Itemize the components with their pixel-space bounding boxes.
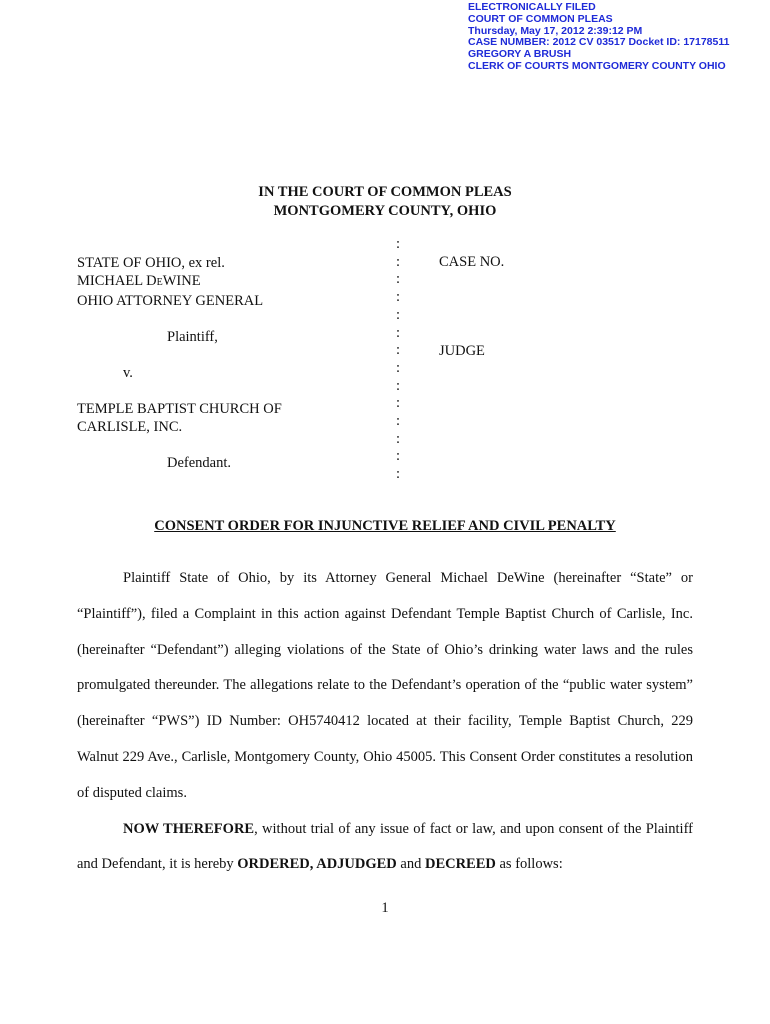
- court-county: MONTGOMERY COUNTY, OHIO: [273, 203, 497, 219]
- order-body: [77, 561, 693, 883]
- defendant-role: Defendant.: [167, 455, 232, 471]
- caption-separator: :: [395, 395, 401, 412]
- caption-separator: :: [395, 253, 401, 270]
- defendant-name-line: CARLISLE, INC.: [77, 419, 183, 435]
- caption-separator: :: [395, 430, 401, 447]
- versus-label: v.: [123, 365, 133, 381]
- order-title: CONSENT ORDER FOR INJUNCTIVE RELIEF AND CIVIL PENALTY: [154, 518, 616, 534]
- caption-separator: :: [395, 359, 401, 376]
- court-header: [0, 183, 770, 221]
- filing-stamp-line: COURT OF COMMON PLEAS: [468, 12, 613, 25]
- caption-separator: :: [395, 324, 401, 341]
- plaintiff-role: Plaintiff,: [167, 329, 218, 345]
- filing-stamp-line: CASE NUMBER: 2012 CV 03517 Docket ID: 17178511: [468, 36, 730, 49]
- plaintiff-name-line: STATE OF OHIO, ex rel.: [77, 255, 225, 271]
- caption-separator: :: [395, 271, 401, 288]
- decree-paragraph: NOW THEREFORE, without trial of any issue of fact or law, and upon consent of the Plaintiff and Defendant, it is hereby ORDERED, ADJUDGED and DECREED as follows:: [77, 820, 693, 873]
- caption-separator: :: [395, 377, 401, 394]
- caption-separator: :: [395, 448, 401, 465]
- filing-stamp-line: GREGORY A BRUSH: [468, 48, 572, 61]
- filing-stamp-line: ELECTRONICALLY FILED: [468, 1, 596, 13]
- caption-separator: :: [395, 306, 401, 323]
- caption-separator: :: [395, 413, 401, 430]
- caption-separator: :: [395, 289, 401, 306]
- filing-stamp-line: CLERK OF COURTS MONTGOMERY COUNTY OHIO: [468, 59, 726, 72]
- caption-separator-column: [393, 236, 403, 484]
- filing-stamp-line: Thursday, May 17, 2012 2:39:12 PM: [468, 24, 643, 37]
- page-number: 1: [381, 900, 389, 916]
- caption-separator: :: [395, 236, 401, 252]
- filing-stamp: [468, 2, 729, 73]
- caption-separator: :: [395, 466, 401, 483]
- defendant-name-line: TEMPLE BAPTIST CHURCH OF: [77, 401, 282, 417]
- caption-separator: :: [395, 342, 401, 359]
- court-name: IN THE COURT OF COMMON PLEAS: [258, 184, 512, 200]
- intro-paragraph: Plaintiff State of Ohio, by its Attorney General Michael DeWine (hereinafter “State” or “Plaintiff”), filed a Complaint in this action against Defendant Temple Baptist Church of Carlisle, Inc. (hereinafter “Defendant”) alleging violations of the State of Ohio’s drinking water laws and the rules promulgated thereunder. The allegations relate to the Defendant’s operation of the “public water system” (hereinafter “PWS”) ID Number: OH5740412 located at their facility, Temple Baptist Church, 229 Walnut 229 Ave., Carlisle, Montgomery County, Ohio 45005. This Consent Order constitutes a resolution of disputed claims.: [77, 570, 693, 801]
- case-caption-parties: [77, 254, 282, 472]
- plaintiff-name-line: OHIO ATTORNEY GENERAL: [77, 293, 264, 309]
- plaintiff-name-line: MICHAEL DEWINE: [77, 273, 201, 289]
- judge-label: JUDGE: [439, 343, 485, 359]
- case-number-label: CASE NO.: [439, 254, 505, 270]
